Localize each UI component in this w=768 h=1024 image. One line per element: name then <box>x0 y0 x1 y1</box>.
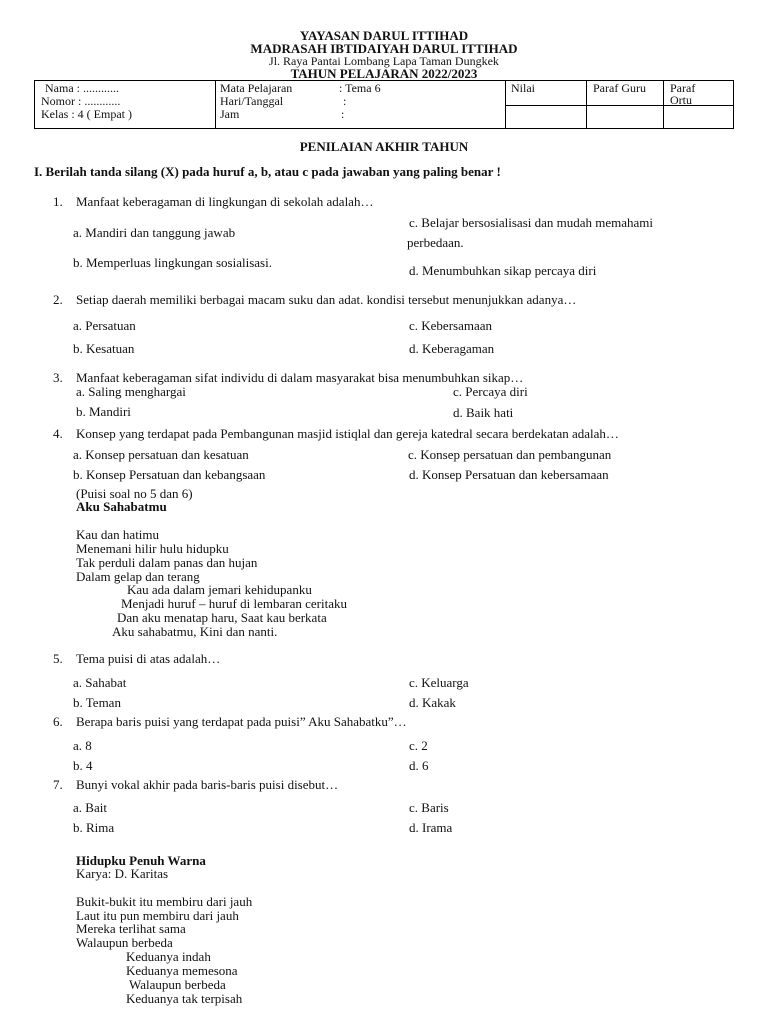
q1-option-d[interactable]: d. Menumbuhkan sikap percaya diri <box>409 263 597 278</box>
class-field: Kelas : 4 ( Empat ) <box>41 107 132 121</box>
q3-question: Manfaat keberagaman sifat individu di dalam masyarakat bisa menumbuhkan sikap… <box>76 370 524 385</box>
q5-option-c[interactable]: c. Keluarga <box>409 675 469 690</box>
poem1-line: Tak perduli dalam panas dan hujan <box>76 555 258 570</box>
q5-number: 5. <box>53 651 63 666</box>
instruction-text: I. Berilah tanda silang (X) pada huruf a, b, atau c pada jawaban yang paling benar ! <box>34 164 501 179</box>
poem1-note: (Puisi soal no 5 dan 6) <box>76 486 193 501</box>
foundation-name: YAYASAN DARUL ITTIHAD <box>299 28 469 43</box>
school-name: MADRASAH IBTIDAIYAH DARUL ITTIHAD <box>250 41 518 56</box>
score-label: Nilai <box>511 81 535 95</box>
date-label: Hari/Tanggal <box>220 94 284 108</box>
q7-option-a[interactable]: a. Bait <box>73 800 107 815</box>
poem1-line: Dalam gelap dan terang <box>76 569 200 584</box>
q3-option-d[interactable]: d. Baik hati <box>453 405 514 420</box>
q6-number: 6. <box>53 714 63 729</box>
q2-option-b[interactable]: b. Kesatuan <box>73 341 135 356</box>
q2-option-d[interactable]: d. Keberagaman <box>409 341 495 356</box>
school-address: Jl. Raya Pantai Lombang Lapa Taman Dungkek <box>269 54 499 68</box>
q4-question: Konsep yang terdapat pada Pembangunan masjid istiqlal dan gereja katedral secara berdekatan adalah… <box>76 426 619 441</box>
poem1-line: Aku sahabatmu, Kini dan nanti. <box>112 624 278 639</box>
poem2-line: Walaupun berbeda <box>129 977 226 992</box>
q7-option-c[interactable]: c. Baris <box>409 800 449 815</box>
q6-option-b[interactable]: b. 4 <box>73 758 93 773</box>
q7-question: Bunyi vokal akhir pada baris-baris puisi disebut… <box>76 777 339 792</box>
poem2-line: Mereka terlihat sama <box>76 921 186 936</box>
q1-question: Manfaat keberagaman di lingkungan di sekolah adalah… <box>76 194 374 209</box>
time-value: : <box>341 107 345 121</box>
poem2-line: Keduanya indah <box>126 949 211 964</box>
teacher-signature-label: Paraf Guru <box>593 81 646 95</box>
q3-option-b[interactable]: b. Mandiri <box>76 404 131 419</box>
q4-number: 4. <box>53 426 63 441</box>
poem1-line: Menjadi huruf – huruf di lembaran ceritaku <box>121 596 347 611</box>
subject-value: : Tema 6 <box>339 81 381 95</box>
poem1-line: Menemani hilir hulu hidupku <box>76 541 229 556</box>
q6-option-a[interactable]: a. 8 <box>73 738 92 753</box>
poem1-line: Kau ada dalam jemari kehidupanku <box>127 582 312 597</box>
poem2-title: Hidupku Penuh Warna <box>76 853 206 868</box>
student-info-table <box>34 80 734 129</box>
q6-option-d[interactable]: d. 6 <box>409 758 429 773</box>
q7-number: 7. <box>53 777 63 792</box>
poem1-line: Dan aku menatap haru, Saat kau berkata <box>117 610 327 625</box>
poem1-title: Aku Sahabatmu <box>76 499 167 514</box>
q5-question: Tema puisi di atas adalah… <box>76 651 221 666</box>
q4-option-d[interactable]: d. Konsep Persatuan dan kebersamaan <box>409 467 609 482</box>
q3-option-c[interactable]: c. Percaya diri <box>453 384 528 399</box>
q1-option-c-cont: perbedaan. <box>407 235 464 250</box>
poem2-line: Walaupun berbeda <box>76 935 173 950</box>
q5-option-a[interactable]: a. Sahabat <box>73 675 127 690</box>
q2-option-a[interactable]: a. Persatuan <box>73 318 136 333</box>
exam-title: PENILAIAN AKHIR TAHUN <box>299 139 469 154</box>
subject-label: Mata Pelajaran <box>220 81 293 95</box>
q5-option-b[interactable]: b. Teman <box>73 695 121 710</box>
q1-option-a[interactable]: a. Mandiri dan tanggung jawab <box>73 225 236 240</box>
poem2-line: Bukit-bukit itu membiru dari jauh <box>76 894 253 909</box>
parent-signature-label-2: Ortu <box>670 93 692 107</box>
q6-question: Berapa baris puisi yang terdapat pada puisi” Aku Sahabatku”… <box>76 714 407 729</box>
name-field: Nama : ............ <box>45 81 119 95</box>
parent-signature-label-1: Paraf <box>670 81 696 95</box>
q4-option-b[interactable]: b. Konsep Persatuan dan kebangsaan <box>73 467 266 482</box>
poem2-author: Karya: D. Karitas <box>76 866 169 881</box>
q3-number: 3. <box>53 370 63 385</box>
academic-year: TAHUN PELAJARAN 2022/2023 <box>290 66 478 81</box>
q4-option-c[interactable]: c. Konsep persatuan dan pembangunan <box>408 447 612 462</box>
q4-option-a[interactable]: a. Konsep persatuan dan kesatuan <box>73 447 249 462</box>
q5-option-d[interactable]: d. Kakak <box>409 695 456 710</box>
time-label: Jam <box>220 107 240 121</box>
date-value: : <box>343 94 347 108</box>
poem2-line: Keduanya tak terpisah <box>126 991 243 1006</box>
q7-option-d[interactable]: d. Irama <box>409 820 453 835</box>
q7-option-b[interactable]: b. Rima <box>73 820 115 835</box>
q1-option-b[interactable]: b. Memperluas lingkungan sosialisasi. <box>73 255 272 270</box>
number-field: Nomor : ............ <box>41 94 121 108</box>
poem2-line: Laut itu pun membiru dari jauh <box>76 908 239 923</box>
poem1-line: Kau dan hatimu <box>76 527 160 542</box>
q1-number: 1. <box>53 194 63 209</box>
q6-option-c[interactable]: c. 2 <box>409 738 428 753</box>
q3-option-a[interactable]: a. Saling menghargai <box>76 384 186 399</box>
q2-option-c[interactable]: c. Kebersamaan <box>409 318 493 333</box>
poem2-line: Keduanya memesona <box>126 963 238 978</box>
q2-question: Setiap daerah memiliki berbagai macam suku dan adat. kondisi tersebut menunjukkan adanya… <box>76 292 577 307</box>
q2-number: 2. <box>53 292 63 307</box>
q1-option-c[interactable]: c. Belajar bersosialisasi dan mudah memahami <box>409 215 654 230</box>
